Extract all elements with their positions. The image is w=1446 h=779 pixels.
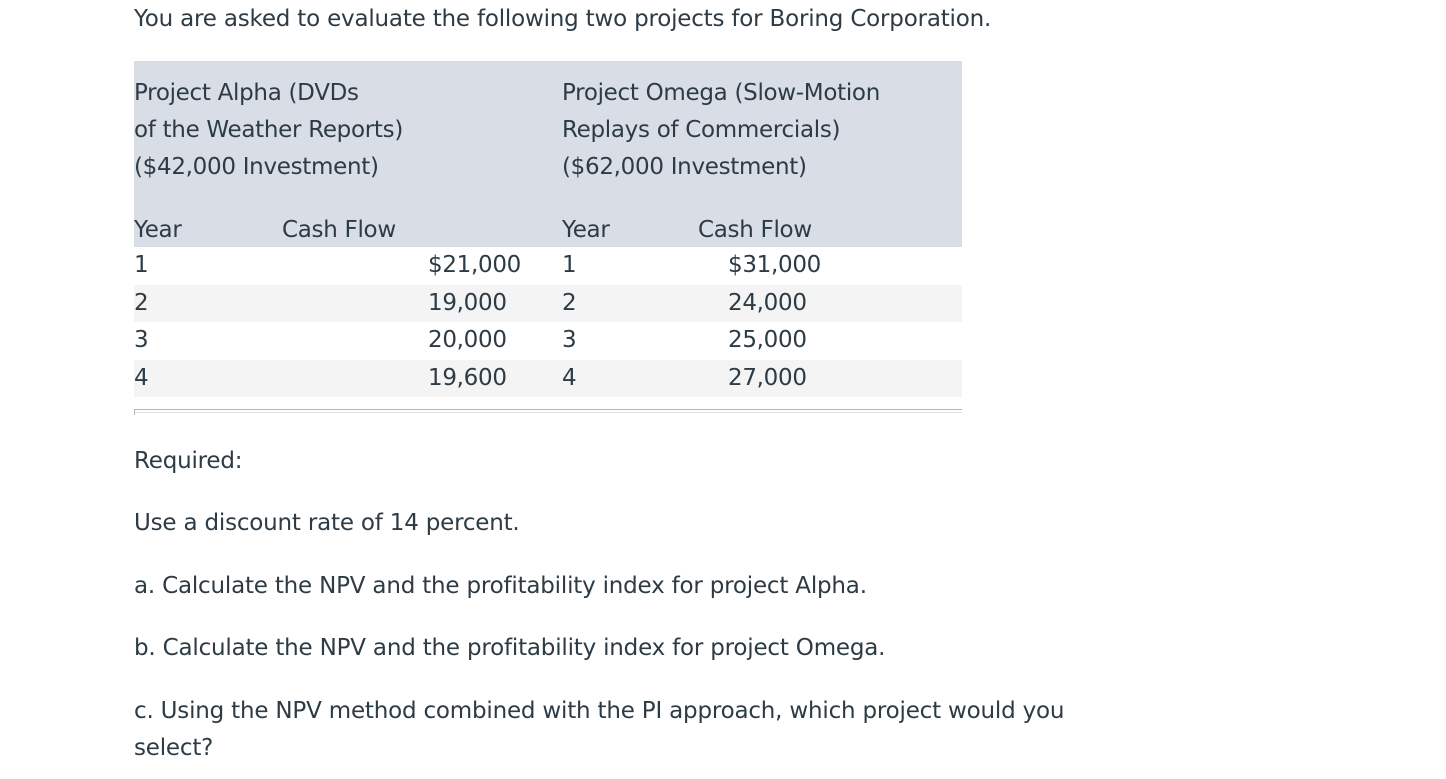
intro-text: You are asked to evaluate the following two projects for Boring Corporation. — [134, 6, 992, 32]
project-alpha-line-2: of the Weather Reports) — [134, 117, 403, 143]
omega-year-cell: 4 — [562, 360, 684, 398]
question-c: c. Using the NPV method combined with the PI approach, which project would you select? — [134, 698, 1065, 761]
table-row — [134, 360, 962, 398]
project-header-row — [134, 61, 962, 213]
column-header-row — [134, 213, 962, 247]
table-row — [134, 322, 962, 360]
question-a: a. Calculate the NPV and the profitability index for project Alpha. — [134, 573, 867, 599]
table-row — [134, 247, 962, 285]
alpha-year-cell: 2 — [134, 285, 264, 323]
alpha-cash-cell: 19,600 — [428, 364, 507, 391]
alpha-cash-cell: 19,000 — [428, 289, 507, 316]
omega-year-cell: 2 — [562, 285, 684, 323]
alpha-year-header: Year — [134, 217, 182, 243]
project-alpha-line-3: ($42,000 Investment) — [134, 154, 379, 180]
omega-cash-cell: $31,000 — [728, 252, 822, 278]
omega-cash-cell: 24,000 — [728, 289, 807, 316]
discount-rate-text: Use a discount rate of 14 percent. — [134, 510, 520, 536]
alpha-year-cell: 1 — [134, 252, 149, 278]
project-omega-line-3: ($62,000 Investment) — [562, 154, 807, 180]
table-row — [134, 285, 962, 323]
question-b: b. Calculate the NPV and the profitability index for project Omega. — [134, 635, 886, 661]
omega-year-header: Year — [562, 217, 610, 243]
alpha-year-cell: 4 — [134, 360, 264, 398]
project-alpha-header — [134, 61, 562, 213]
alpha-cash-cell: $21,000 — [428, 252, 522, 278]
project-omega-line-1: Project Omega (Slow-Motion — [562, 80, 880, 106]
required-heading: Required: — [134, 448, 243, 474]
table-divider — [134, 409, 962, 413]
omega-cash-cell: 27,000 — [728, 364, 807, 391]
cash-flow-table — [134, 61, 962, 397]
project-omega-line-2: Replays of Commercials) — [562, 117, 841, 143]
alpha-cash-flow-header: Cash Flow — [282, 217, 396, 243]
omega-cash-flow-header: Cash Flow — [698, 217, 812, 243]
table-divider-tick — [134, 409, 135, 415]
alpha-cash-cell: 20,000 — [428, 327, 507, 353]
omega-year-cell: 1 — [562, 252, 577, 278]
alpha-year-cell: 3 — [134, 327, 149, 353]
project-omega-header — [562, 61, 962, 213]
omega-year-cell: 3 — [562, 327, 577, 353]
project-alpha-line-1: Project Alpha (DVDs — [134, 80, 359, 106]
omega-cash-cell: 25,000 — [728, 327, 807, 353]
